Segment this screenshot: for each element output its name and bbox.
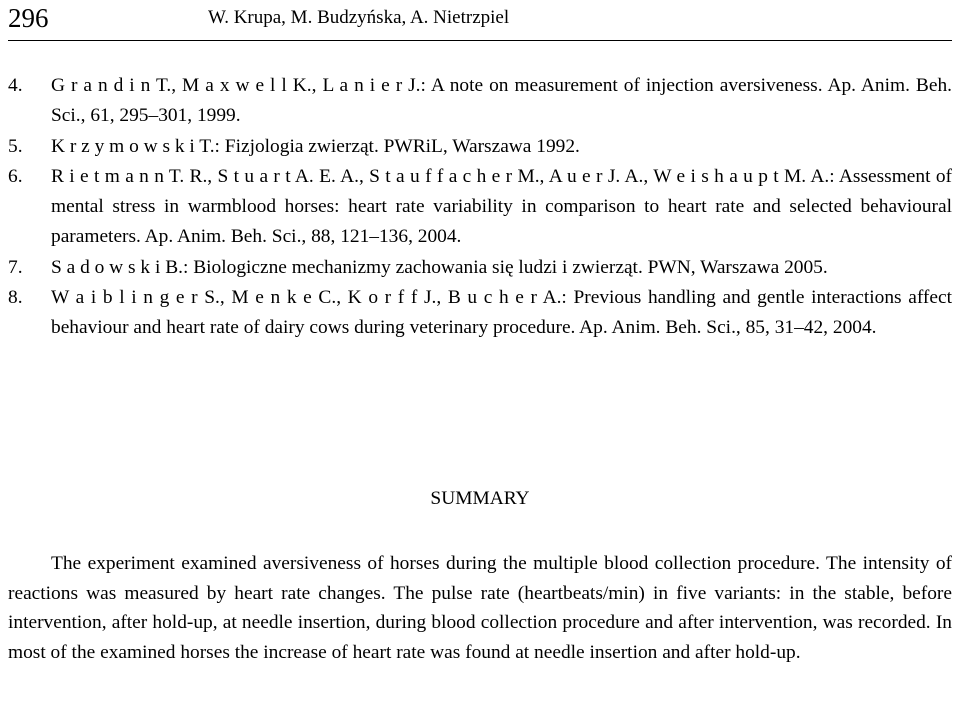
reference-text — [51, 283, 952, 344]
reference-number: 4. — [8, 75, 23, 96]
reference-authors: G r a n d i n T., M a x w e l l K., L a n i e r J.: — [51, 75, 426, 96]
reference-authors: W a i b l i n g e r S., M e n k e C., K o r f f J., B u c h e r A.: — [51, 287, 567, 309]
reference-authors: R i e t m a n n T. R., S t u a r t A. E. A., S t a u f f a c h e r M., A u e r J. A., W e i s h a u p t M. A.: — [51, 165, 835, 187]
reference-item — [8, 132, 952, 162]
reference-item — [8, 253, 952, 283]
reference-item — [8, 71, 952, 132]
reference-citation: Assessment of mental stress in warmblood horses: heart rate variability in comparison to heart rate and selected behavioural parameters. Ap. Anim. Beh. Sci., 88, 121–136, 2004. — [51, 165, 953, 248]
reference-text — [51, 162, 952, 253]
reference-citation: Previous handling and gentle interactions affect behaviour and heart rate of dairy cows during veterinary procedure. Ap. Anim. Beh. Sci., 85, 31–42, 2004. — [51, 287, 952, 339]
page-number: 296 — [8, 3, 49, 33]
summary-heading: SUMMARY — [430, 488, 530, 509]
reference-citation: Fizjologia zwierząt. PWRiL, Warszawa 1992. — [219, 135, 580, 157]
reference-authors: S a d o w s k i B.: — [51, 256, 189, 278]
reference-text — [51, 132, 952, 162]
reference-citation: A note on measurement of injection aversiveness. Ap. Anim. Beh. Sci., 61, 295–301, 1999. — [51, 75, 952, 127]
reference-number: 7. — [8, 256, 23, 278]
page-header — [8, 0, 952, 41]
reference-authors: K r z y m o w s k i T.: — [51, 135, 220, 157]
summary-paragraph: The experiment examined aversiveness of horses during the multiple blood collection procedure. The intensity of reactions was measured by heart rate changes. The pulse rate (heartbeats/min) in five variants: in the stable, before intervention, after hold-up, at needle insertion, during blood collection procedure and after intervention, was recorded. In most of the examined horses the increase of heart rate was found at needle insertion and after hold-up. — [8, 553, 952, 664]
reference-item — [8, 162, 952, 253]
reference-text — [51, 71, 952, 132]
reference-item — [8, 283, 952, 344]
running-head: W. Krupa, M. Budzyńska, A. Nietrzpiel — [208, 7, 510, 28]
reference-list — [8, 71, 952, 344]
reference-number: 8. — [8, 287, 23, 309]
reference-number: 5. — [8, 135, 23, 157]
reference-text — [51, 253, 952, 283]
reference-citation: Biologiczne mechanizmy zachowania się ludzi i zwierząt. PWN, Warszawa 2005. — [188, 256, 828, 278]
reference-number: 6. — [8, 165, 23, 187]
